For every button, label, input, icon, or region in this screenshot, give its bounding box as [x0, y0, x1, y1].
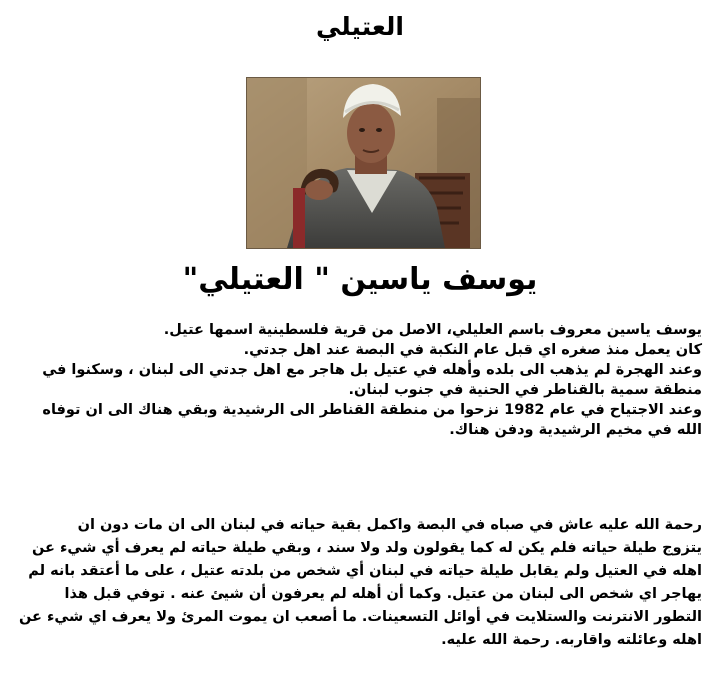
text-line: كان يعمل منذ صغره اي قبل عام النكبة في البصة عند اهل جدتي.: [243, 342, 702, 358]
text-line: يوسف ياسين معروف باسم العليلي، الاصل من قرية فلسطينية اسمها عتيل.: [163, 322, 702, 338]
text-line: اهله وعائلته واقاربه. رحمة الله عليه.: [441, 632, 702, 648]
text-line: منطقة سمية بالقناطر في الحنية في جنوب لبنان.: [348, 382, 702, 398]
biography-paragraph-1: [18, 320, 702, 440]
text-line: التطور الانترنت والستلايت في أوائل التسعينات. ما أصعب ان يموت المرئ ولا يعرف اي شيء عن: [18, 609, 702, 625]
person-name: يوسف ياسين " العتيلي": [182, 262, 538, 297]
text-line: وعند الاجتياح في عام 1982 نزحوا من منطقة القناطر الى الرشيدية وبقي هناك الى ان توفاه: [42, 402, 702, 418]
text-line: وعند الهجرة لم يذهب الى بلده وأهله في عتيل بل هاجر مع اهل جدتي الى لبنان ، وسكنوا في: [42, 362, 702, 378]
text-line: الله في مخيم الرشيدية ودفن هناك.: [449, 422, 702, 438]
page-title: العتيلي: [316, 12, 404, 41]
biography-paragraph-2: [18, 514, 702, 652]
text-line: يهاجر اي شخص الى لبنان من عتيل. وكما أن أهله لم يعرفون أن شيئ عنه . توفي قبل هذا: [64, 586, 702, 602]
text-line: يتزوج طيلة حياته فلم يكن له كما يقولون ولد ولا سند ، وبقي طيلة حياته لم يعرف أي شيء عن: [31, 540, 702, 556]
text-line: رحمة الله عليه عاش في صباه في البصة واكمل بقية حياته في لبنان الى ان مات دون ان: [77, 517, 702, 533]
text-line: اهله في العتيل ولم يقابل طيلة حياته في لبنان أي شخص من بلدته عتيل ، على ما أعتقد بانه لم: [28, 563, 702, 579]
portrait-photo: [246, 77, 481, 249]
